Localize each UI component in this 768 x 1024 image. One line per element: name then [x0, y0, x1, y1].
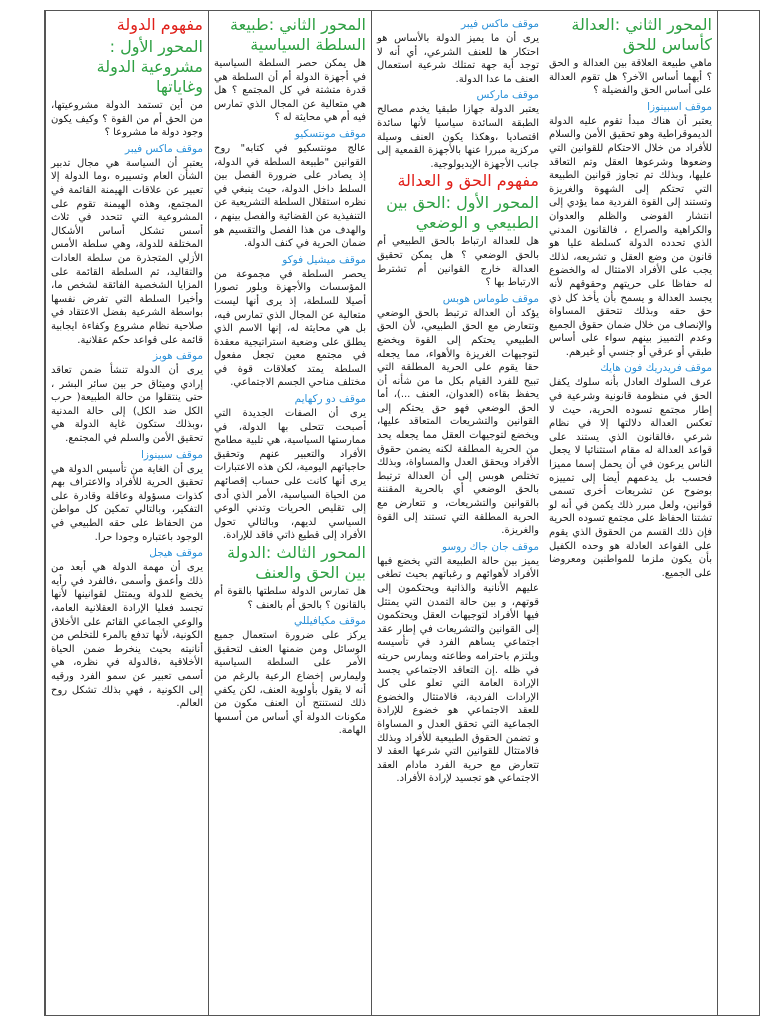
- position-label: موقف هوبز: [153, 350, 203, 363]
- axis-title: المحور الثاني :طبيعة السلطة السياسية: [230, 15, 366, 54]
- intro-question: ماهي طبيعة العلاقة بين العدالة و الحق ؟ أيهما أساس الآخر؟ هل تقوم العدالة على أساس الحق والفضيلة ؟: [549, 58, 712, 97]
- column-political-power: [208, 11, 371, 1015]
- position-label: موقف مونتسكيو: [294, 127, 366, 140]
- position-label: موقف فريدريك فون هايك: [600, 362, 712, 375]
- position-label: موقف اسبينوزا: [647, 100, 712, 113]
- section-title: مفهوم الحق و العدالة: [397, 171, 539, 191]
- intro-question: هل يمكن حصر السلطة السياسية في أجهزة الدولة أم أن السلطة هي قدرة متشتة في كل المجتمع ؟ هل هي متعالية عن المجال الذي تمارس فيه أم هي محايثة له ؟: [214, 58, 366, 124]
- position-text: يرى أن الصفات الجديدة التي أصبحت تتحلى بها الدولة، في ممارستها السياسية، هي تلبية مطامح الأفراد والتعبير عنهم وتحقيق حاجياتهم اليومية، لكن هذه الاعتبارات يرى أنها كانت على حساب إقصائهم من الحياة السياسية، الأمر الذي أدى إلى تقليص الحريات وتدني الوعي السياسي لديهم، وبالتالي تحول الأفراد إلى قطيع ذاتي فاقد للإرادة.: [214, 408, 366, 542]
- section-title: مفهوم الدولة: [116, 15, 203, 34]
- position-label: موقف ميشيل فوكو: [282, 253, 366, 266]
- position-text: يرى أن ما يميز الدولة بالأساس هو احتكار ها للعنف الشرعي، أي أنه لا توجد أية جهة تمتلك شرعية استعمال العنف ما عدا الدولة.: [377, 33, 539, 85]
- position-label: موقف مكيافيللي: [294, 615, 366, 628]
- position-label: موقف دو ركهايم: [294, 393, 366, 406]
- position-text: عالج مونتسكيو في كتابه" روح القوانين "طبيعة السلطة في الدولة، إذ يصادر على ضرورة الفصل بين السلط داخل الدولة، حيث ينبغي في نظره استقلال السلطة التشريعية عن التنفيذية عن القضائية والفصل بينهم ، والهدف من هذا الفصل والتقسيم هو ضمان الحرية في كنف الدولة.: [214, 142, 366, 250]
- axis-title: المحور الثالث :الدولة بين الحق والعنف: [227, 543, 366, 582]
- intro-question: هل تمارس الدولة سلطتها بالقوة أم بالقانون ؟ بالحق أم بالعنف ؟: [214, 586, 366, 611]
- position-text: يعتبر أن هناك مبدأ تقوم عليه الدولة الديموقراطية وهو تحقيق الأمن والسلام للأفراد من خلال الاحتكام للقوانين التي وضعوها وشرعوها العقل وتم التعاقد عليها، وبذلك تم تجاوز قوانين الطبيعة التي تحتكم إلى الشهوة والغريزة وتستند إلى القوة الفردية مما يؤدي إلى انتشار الفوضى والظلم والعدوان والكراهية والصراع ، فالقانون المدني الذي تحدده الدولة كسلطة عليا هو قانون من وضع العقل و تشريعه، لذلك يجب على الأفراد الامتثال له والخضوع له حفاظا على حريتهم وحقوقهم لأنه يجسد العدالة و يسمح بأن يأخذ كل ذي حق حقه وبذلك تتحقق المساواة والإنصاف من خلال ضمان حقوق الجميع وعدم التمييز بينهم سواء على أساس طبقي أو عرقي أو جنسي أو غيرهم.: [549, 115, 712, 358]
- axis-title: المحور الأول :الحق بين الطبيعي و الوضعي: [386, 193, 539, 233]
- position-label: موقف جان جاك روسو: [441, 540, 539, 553]
- position-text: يحصر السلطة في مجموعة من المؤسسات والأجهزة وبلور تصورا أصيلا للسلطة، إذ يرى أنها ليست متعالية عن المجال الذي تمارس فيه، بل هي محايثة له، إنها الاسم الذي يطلق على وضعية استراتيجية معقدة في مجتمع معين تجعل مفعول السلطة يمتد كعلاقات قوة في مختلف مناحي الجسم الاجتماعي.: [214, 268, 366, 389]
- document-page: [44, 10, 760, 1016]
- position-text: يرى أن مهمة الدولة هي أبعد من ذلك وأعمق وأسمى ،فالفرد في رأيه يخضع للدولة ويمتثل لقوانينها لأنها تجسد فعليا الإرادة العقلانية العامة، والوعي الجماعي القائم على الأخلاق الكونية، لأنها تدفع بالمرء للتخلص من أنانيته بحيث ينخرط ضمن الحياة الأخلاقية ،فالدولة في نظره، هي أسمى تعبير عن سمو الفرد ورقيه إلى الكونية ، فهي بذلك تشكل روح العالم.: [51, 562, 203, 710]
- position-label: موقف سبينوزا: [141, 448, 203, 461]
- column-state-legitimacy: [45, 11, 208, 1015]
- position-text: يميز بين حالة الطبيعة التي يخضع فيها الأفراد لأهوائهم و رغباتهم بحيث تطغى عليهم الأنانية والذاتية ويحتكمون إلى قوتهم، و بين حالة التمدن التي يمتثل فيها الأفراد لتوجيهات العقل ويحتكمون إلى القوانين والتشريعات في إطار عقد اجتماعي يساهم الفرد في تأسيسه ويلتزم باحترامه وطاعته ويمارس حريته في ظله .إن التعاقد الاجتماعي يجسد الإرادة العامة التي تعلو على كل الإرادات الفردية، فالامتثال والخضوع للعقد الاجتماعي هو خضوع للإرادة الجماعية التي تحقق العدل و المساواة و تضمن الحقوق الطبيعية للأفراد وبذلك فالامتثال للقوانين التي شرعها العقد لا تتعارض مع حرية الفرد مادام العقد الاجتماعي هو تجسيد لإرادة الأفراد.: [377, 555, 539, 785]
- intro-question: هل للعدالة ارتباط بالحق الطبيعي أم بالحق الوضعي ؟ هل يمكن تحقيق العدالة خارج القوانين أم تشترط الارتباط بها ؟: [377, 236, 539, 289]
- column-right-and-justice: [371, 11, 544, 1015]
- position-text: يعتبر أن السياسة هي مجال تدبير الشأن العام وتسييره ،وما الدولة إلا تعبير عن علاقات الهيمنة القائمة في المجتمع، وهذه الهيمنة تقوم على المشروعية التي تتحدد في ثلاث أسس تشكل أساس الأشكال المختلفة للدولة، وهي سلطة الأمس الأزلي المتجذرة من سلطة العادات والتقاليد، ثم السلطة القائمة على المزايا الشخصية الفائقة لشخص ما، وأخيرا السلطة التي تفرض نفسها بواسطة الشرعية بفضل الاعتقاد في صلاحية نظام مشروع وكفاءة ايجابية قائمة على قواعد حكم عقلانية.: [51, 157, 203, 346]
- position-text: يركز على ضرورة استعمال جميع الوسائل ومن ضمنها العنف لتحقيق الأمر على السلطة السياسية وليمارس إخضاع الرعية بالرغم من أنه لا يقول بأولوية العنف، لكن يكفي ذلك لنستنتج أن العنف مكون من مكونات الدولة أي أساس من أسسها الهامة.: [214, 630, 366, 737]
- position-label: موقف ماكس فيبر: [461, 18, 539, 30]
- axis-title: المحور الثاني :العدالة كأساس للحق: [571, 15, 712, 54]
- axis-title: المحور الأول : مشروعية الدولة وغاياتها: [96, 37, 203, 96]
- position-text: يرى أن الغاية من تأسيس الدولة هي تحقيق الحرية للأفراد والاعتراف بهم كذوات مسؤولة وعاقلة وقادرة على التفكير، وبالتالي تمكين كل مواطن من الحفاظ على حقه الطبيعي في الوجود باعتباره وجودا حرا.: [51, 463, 203, 543]
- position-text: عرف السلوك العادل بأنه سلوك يكفل الحق في منظومة قانونية وشرعية في إطار مجتمع تسوده الحرية، حيث لا تعكس العدالة دلالتها إلا في نظام شرعي ،فالقانون الذي يستند على قواعد العدالة له مقام استثنائيا لا يجعل الناس يرعون في أن يحمل إسما مميزا فحسب بل يدعمهم أيضا إلى تمييزه بوضوح عن تشريعات أخرى تسمى قوانين، ولعل مبرر ذلك يكمن في أنه لو تشتنا الحفاظ على مجتمع تسوده الحرية فإن ذلك القسم من الحقوق الذي يقوم على القواعد العادلة هو وحده الكفيل بأن يكون ملزما للمواطنين ومعروضا على الجميع.: [549, 377, 712, 579]
- intro-question: من أين تستمد الدولة مشروعيتها، من الحق أم من القوة ؟ وكيف يكون وجود دولة ما مشروعا ؟: [51, 100, 203, 139]
- position-label: موقف ماركس: [476, 89, 539, 102]
- column-justice-basis: [544, 11, 718, 1015]
- position-text: يؤكد أن العدالة ترتبط بالحق الوضعي وتتعارض مع الحق الطبيعي، لأن الحق الطبيعي يحتكم إلى القوة ويخضع لتوجيهات الغريزة والأهواء، مما يجعله حقا يقوم على الحرية المطلقة التي تبيح للفرد القيام بكل ما من شأنه أن يحفظ بقاءه (العدوان، العنف ...)، أما الحق الوضعي فهو حق يحتكم إلى القوانين والتشريعات المتعاقد عليها، ويخضع لتوجيهات العقل مما يجعله يحد من الحرية المطلقة لكنه يضمن حقوق الأفراد ويحقق العدل والمساواة، وبذلك تختلص هوبس إلى أن العدالة ترتبط بالحق الوضعي أي بالحرية المقننة بالقوانين والتشريعات، و تتعارض مع الحرية المطلقة التي تستند إلى القوة والغريزة.: [377, 307, 539, 537]
- position-label: موقف هيجل: [149, 547, 203, 560]
- position-text: يرى أن الدولة تنشأ ضمن تعاقد إرادي وميثاق حر بين سائر البشر ، حتى ينتقلوا من حالة الطبيعة( حرب الكل ضد الكل) إلى حالة المدنية ،وبذلك ستكون غاية الدولة هي تحقيق الأمن والسلم في المجتمع.: [51, 365, 203, 445]
- position-label: موقف ماكس فيبر: [125, 142, 203, 155]
- position-text: يعتبر الدولة جهازا طبقيا يخدم مصالح الطبقة السائدة سياسيا لأنها سائدة اقتصاديا ،وهكذا يكون العنف وسيلة مركزية مبررا عنها بالأجهزة القمعية إلى جانب الأجهزة الإيديولوجية.: [377, 104, 539, 170]
- position-label: موقف طوماس هوبس: [442, 292, 539, 305]
